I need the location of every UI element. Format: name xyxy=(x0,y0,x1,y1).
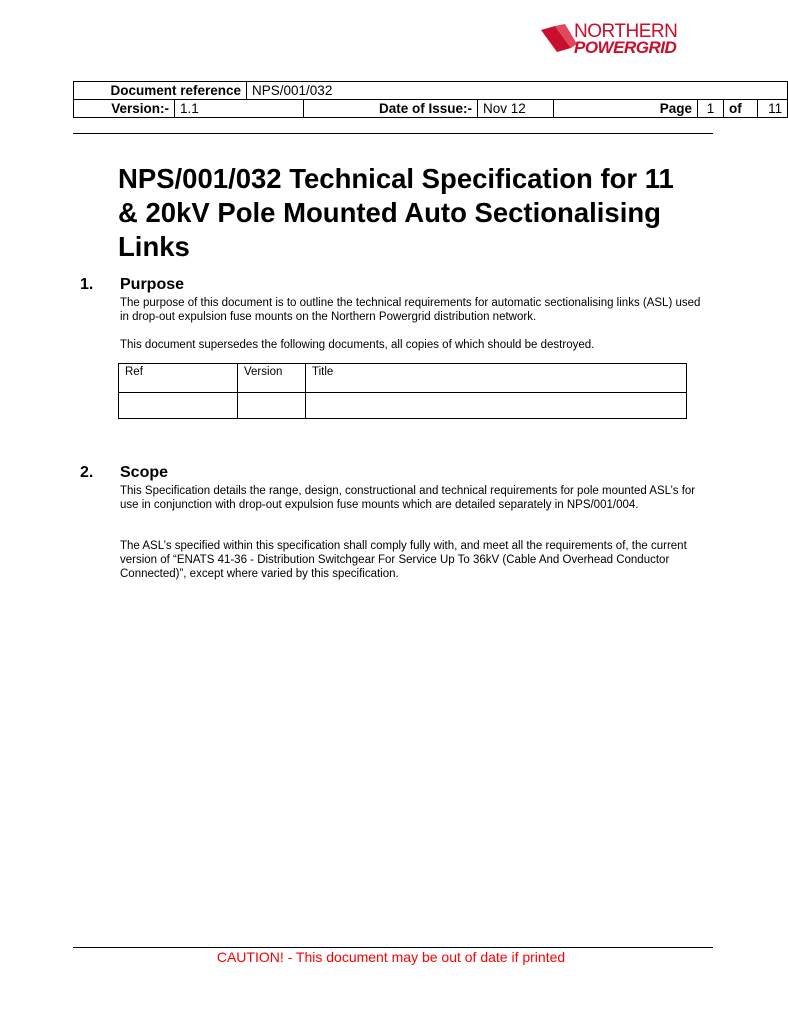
logo-line2: POWERGRID xyxy=(574,38,677,57)
document-title: NPS/001/032 Technical Specification for 11 & 20kV Pole Mounted Auto Sectionalising Links xyxy=(118,163,674,262)
logo-line1: NORTHERN xyxy=(574,21,678,42)
page-label: Page xyxy=(554,100,698,118)
document-header-table xyxy=(73,81,788,118)
title-column-header: Title xyxy=(306,364,687,393)
scope-paragraph: This Specification details the range, design, constructional and technical requirements for pole mounted ASL’s for use in conjunction with drop-out expulsion fuse mounts which are detailed separately in NPS/001/004. xyxy=(120,485,696,511)
section-2-number: 2. xyxy=(80,464,94,481)
date-value: Nov 12 xyxy=(478,100,554,118)
table-row xyxy=(119,393,687,419)
date-label: Date of Issue:- xyxy=(304,100,478,118)
version-value: 1.1 xyxy=(175,100,304,118)
doc-ref-label: Document reference xyxy=(74,82,247,100)
section-1-number: 1. xyxy=(80,276,94,293)
ref-cell xyxy=(119,393,238,419)
page-total: 11 xyxy=(758,100,788,118)
purpose-paragraph: The purpose of this document is to outline the technical requirements for automatic sectionalising links (ASL) used in drop-out expulsion fuse mounts on the Northern Powergrid distribution network. xyxy=(120,297,701,323)
superseded-documents-table xyxy=(118,363,687,419)
version-label: Version:- xyxy=(74,100,175,118)
section-1-heading: Purpose xyxy=(120,276,185,293)
ref-column-header: Ref xyxy=(119,364,238,393)
header-divider xyxy=(73,133,713,134)
doc-ref-value: NPS/001/032 xyxy=(247,82,788,100)
version-column-header: Version xyxy=(238,364,306,393)
caution-notice: CAUTION! - This document may be out of date if printed xyxy=(216,949,566,965)
supersedes-paragraph: This document supersedes the following documents, all copies of which should be destroyed. xyxy=(120,339,595,351)
compliance-paragraph: The ASL’s specified within this specification shall comply fully with, and meet all the requirements of, the current version of “ENATS 41-36 - Distribution Switchgear For Service Up To 36kV (Cable And Overhead Conductor Connected)”, except where varied by this specification. xyxy=(120,540,687,580)
footer-divider xyxy=(73,947,713,948)
section-2-heading: Scope xyxy=(120,464,169,481)
page-number: 1 xyxy=(698,100,724,118)
title-cell xyxy=(306,393,687,419)
logo-mark-icon xyxy=(541,24,577,54)
version-cell xyxy=(238,393,306,419)
northern-powergrid-logo xyxy=(541,22,691,58)
of-label: of xyxy=(724,100,758,118)
